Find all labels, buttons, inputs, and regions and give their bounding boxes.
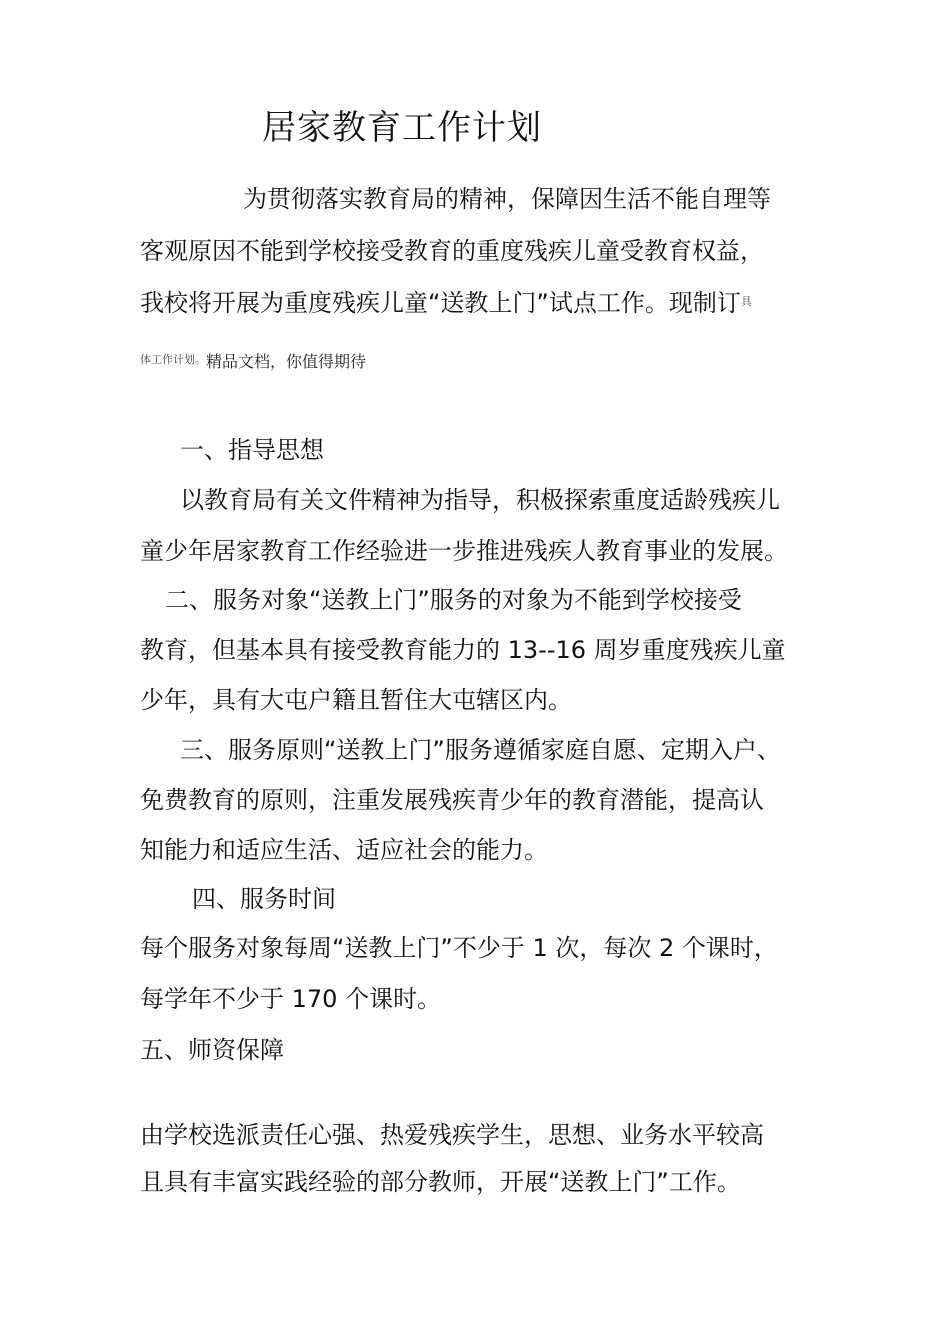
section-5-line-2: 且具有丰富实践经验的部分教师，开展“送教上门”工作。	[140, 1168, 741, 1196]
section-3-line-3: 知能力和适应生活、适应社会的能力。	[140, 836, 548, 864]
section-2-line-2: 教育，但基本具有接受教育能力的 13--16 周岁重度残疾儿童	[140, 636, 786, 664]
section-4-heading: 四、服务时间	[192, 885, 336, 913]
section-3-line-2: 免费教育的原则，注重发展残疾青少年的教育潜能，提高认	[140, 786, 764, 814]
watermark-note: 精品文档，你值得期待	[206, 352, 367, 371]
section-5-heading: 五、师资保障	[140, 1036, 284, 1064]
section-1-line-2: 童少年居家教育工作经验进一步推进残疾人教育事业的发展。	[140, 537, 788, 565]
section-3-line-1: 三、服务原则“送教上门”服务遵循家庭自愿、定期入户、	[180, 736, 781, 764]
intro-line-3	[140, 286, 752, 319]
section-4-line-2: 每学年不少于 170 个课时。	[140, 985, 442, 1013]
intro-line-3-text: 我校将开展为重度残疾儿童“送教上门”试点工作。现制订	[140, 289, 741, 317]
section-1-heading: 一、指导思想	[180, 436, 324, 464]
intro-line-1: 为贯彻落实教育局的精神，保障因生活不能自理等	[243, 185, 771, 213]
section-4-line-1: 每个服务对象每周“送教上门”不少于 1 次，每次 2 个课时，	[140, 934, 778, 962]
intro-tail-small: 具	[740, 295, 752, 308]
section-5-line-1: 由学校选派责任心强、热爱残疾学生，思想、业务水平较高	[140, 1121, 764, 1149]
section-1-line-1: 以教育局有关文件精神为指导，积极探索重度适龄残疾儿	[180, 486, 780, 514]
section-2-line-3: 少年，具有大屯户籍且暂住大屯辖区内。	[140, 686, 572, 714]
document-title: 居家教育工作计划	[262, 108, 542, 148]
intro-small-prefix: 体工作计划。	[140, 353, 206, 366]
intro-line-2: 客观原因不能到学校接受教育的重度残疾儿童受教育权益，	[140, 237, 764, 265]
intro-continuation	[140, 343, 366, 378]
section-2-line-1: 二、服务对象“送教上门”服务的对象为不能到学校接受	[165, 586, 742, 614]
